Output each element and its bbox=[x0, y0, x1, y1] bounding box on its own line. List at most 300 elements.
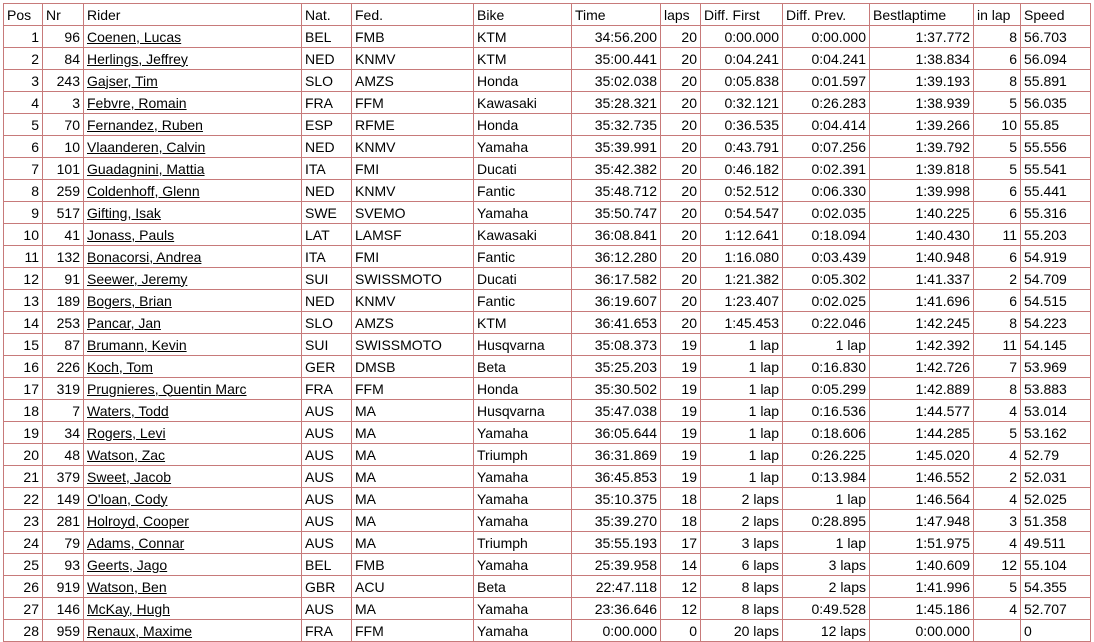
pos-cell: 24 bbox=[3, 532, 43, 554]
in-lap-cell: 4 bbox=[974, 532, 1021, 554]
table-row bbox=[3, 202, 1091, 224]
laps-cell: 20 bbox=[661, 26, 701, 48]
speed-cell: 49.511 bbox=[1021, 532, 1091, 554]
table-row bbox=[3, 444, 1091, 466]
bestlaptime-cell: 1:41.337 bbox=[870, 268, 974, 290]
pos-cell: 18 bbox=[3, 400, 43, 422]
number-cell: 7 bbox=[43, 400, 84, 422]
diff-first-cell: 0:46.182 bbox=[701, 158, 783, 180]
number-cell: 34 bbox=[43, 422, 84, 444]
table-row bbox=[3, 576, 1091, 598]
diff-prev-cell: 0:01.597 bbox=[783, 70, 870, 92]
rider-cell bbox=[84, 246, 302, 268]
bestlaptime-cell: 1:39.193 bbox=[870, 70, 974, 92]
diff-first-cell: 0:32.121 bbox=[701, 92, 783, 114]
bike-cell: Fantic bbox=[474, 180, 572, 202]
diff-first-cell: 0:54.547 bbox=[701, 202, 783, 224]
nation-cell: BEL bbox=[302, 554, 352, 576]
federation-cell: RFME bbox=[352, 114, 474, 136]
number-cell: 226 bbox=[43, 356, 84, 378]
number-cell: 79 bbox=[43, 532, 84, 554]
time-cell: 22:47.118 bbox=[572, 576, 661, 598]
rider-cell bbox=[84, 444, 302, 466]
diff-first-cell: 1 lap bbox=[701, 422, 783, 444]
bike-cell: Ducati bbox=[474, 158, 572, 180]
diff-prev-cell: 0:18.606 bbox=[783, 422, 870, 444]
pos-cell: 9 bbox=[3, 202, 43, 224]
diff-prev-cell: 0:49.528 bbox=[783, 598, 870, 620]
diff-first-cell: 1:21.382 bbox=[701, 268, 783, 290]
bike-cell: Yamaha bbox=[474, 422, 572, 444]
rider-link[interactable]: Geerts, Jago bbox=[87, 556, 168, 573]
bike-cell: Yamaha bbox=[474, 202, 572, 224]
bike-cell: Honda bbox=[474, 70, 572, 92]
number-cell: 96 bbox=[43, 26, 84, 48]
federation-cell: FMB bbox=[352, 26, 474, 48]
in-lap-cell: 10 bbox=[974, 114, 1021, 136]
diff-first-cell: 1:45.453 bbox=[701, 312, 783, 334]
number-cell: 70 bbox=[43, 114, 84, 136]
column-header-nr: Nr bbox=[43, 3, 84, 26]
federation-cell: FFM bbox=[352, 378, 474, 400]
diff-first-cell: 1:16.080 bbox=[701, 246, 783, 268]
federation-cell: MA bbox=[352, 532, 474, 554]
rider-link[interactable]: Seewer, Jeremy bbox=[87, 270, 188, 287]
speed-cell: 53.162 bbox=[1021, 422, 1091, 444]
rider-cell bbox=[84, 378, 302, 400]
laps-cell: 18 bbox=[661, 488, 701, 510]
column-header-bestlaptime: Bestlaptime bbox=[870, 3, 974, 26]
table-row bbox=[3, 378, 1091, 400]
federation-cell: MA bbox=[352, 466, 474, 488]
time-cell: 35:10.375 bbox=[572, 488, 661, 510]
in-lap-cell: 6 bbox=[974, 48, 1021, 70]
nation-cell: ITA bbox=[302, 158, 352, 180]
in-lap-cell: 8 bbox=[974, 378, 1021, 400]
table-row bbox=[3, 224, 1091, 246]
rider-cell bbox=[84, 312, 302, 334]
nation-cell: NED bbox=[302, 136, 352, 158]
results-table bbox=[3, 3, 1091, 642]
in-lap-cell: 4 bbox=[974, 400, 1021, 422]
rider-cell bbox=[84, 554, 302, 576]
federation-cell: KNMV bbox=[352, 180, 474, 202]
speed-cell: 55.104 bbox=[1021, 554, 1091, 576]
bestlaptime-cell: 1:41.696 bbox=[870, 290, 974, 312]
time-cell: 35:47.038 bbox=[572, 400, 661, 422]
rider-link[interactable]: Jonass, Pauls bbox=[87, 226, 175, 243]
speed-cell: 53.883 bbox=[1021, 378, 1091, 400]
header-row bbox=[3, 3, 1091, 26]
bike-cell: Yamaha bbox=[474, 510, 572, 532]
rider-link[interactable]: Watson, Zac bbox=[87, 446, 166, 463]
pos-cell: 8 bbox=[3, 180, 43, 202]
diff-prev-cell: 0:04.414 bbox=[783, 114, 870, 136]
federation-cell: MA bbox=[352, 510, 474, 532]
bestlaptime-cell: 1:44.285 bbox=[870, 422, 974, 444]
number-cell: 517 bbox=[43, 202, 84, 224]
diff-prev-cell: 0:07.256 bbox=[783, 136, 870, 158]
time-cell: 35:25.203 bbox=[572, 356, 661, 378]
diff-first-cell: 1 lap bbox=[701, 466, 783, 488]
bike-cell: Fantic bbox=[474, 246, 572, 268]
in-lap-cell: 2 bbox=[974, 466, 1021, 488]
bestlaptime-cell: 1:47.948 bbox=[870, 510, 974, 532]
bike-cell: Yamaha bbox=[474, 466, 572, 488]
diff-first-cell: 8 laps bbox=[701, 576, 783, 598]
bestlaptime-cell: 1:42.392 bbox=[870, 334, 974, 356]
bestlaptime-cell: 1:37.772 bbox=[870, 26, 974, 48]
number-cell: 41 bbox=[43, 224, 84, 246]
in-lap-cell: 6 bbox=[974, 202, 1021, 224]
diff-prev-cell: 1 lap bbox=[783, 488, 870, 510]
bestlaptime-cell: 1:38.939 bbox=[870, 92, 974, 114]
time-cell: 36:17.582 bbox=[572, 268, 661, 290]
speed-cell: 52.031 bbox=[1021, 466, 1091, 488]
rider-link[interactable]: Gifting, Isak bbox=[87, 204, 161, 221]
bestlaptime-cell: 1:39.266 bbox=[870, 114, 974, 136]
laps-cell: 20 bbox=[661, 114, 701, 136]
rider-link[interactable]: Vlaanderen, Calvin bbox=[87, 138, 206, 155]
nation-cell: SLO bbox=[302, 312, 352, 334]
diff-prev-cell: 1 lap bbox=[783, 532, 870, 554]
nation-cell: AUS bbox=[302, 488, 352, 510]
in-lap-cell: 5 bbox=[974, 92, 1021, 114]
rider-cell bbox=[84, 136, 302, 158]
in-lap-cell: 8 bbox=[974, 70, 1021, 92]
bike-cell: Triumph bbox=[474, 444, 572, 466]
federation-cell: FMI bbox=[352, 158, 474, 180]
pos-cell: 22 bbox=[3, 488, 43, 510]
nation-cell: AUS bbox=[302, 422, 352, 444]
diff-prev-cell: 0:28.895 bbox=[783, 510, 870, 532]
in-lap-cell: 6 bbox=[974, 246, 1021, 268]
results-body bbox=[3, 26, 1091, 642]
bike-cell: Triumph bbox=[474, 532, 572, 554]
table-row bbox=[3, 70, 1091, 92]
nation-cell: SUI bbox=[302, 268, 352, 290]
rider-cell bbox=[84, 576, 302, 598]
table-row bbox=[3, 510, 1091, 532]
bestlaptime-cell: 0:00.000 bbox=[870, 620, 974, 642]
table-row bbox=[3, 268, 1091, 290]
number-cell: 87 bbox=[43, 334, 84, 356]
pos-cell: 28 bbox=[3, 620, 43, 642]
pos-cell: 3 bbox=[3, 70, 43, 92]
table-row bbox=[3, 26, 1091, 48]
speed-cell: 53.014 bbox=[1021, 400, 1091, 422]
laps-cell: 12 bbox=[661, 576, 701, 598]
column-header-fed: Fed. bbox=[352, 3, 474, 26]
bike-cell: Honda bbox=[474, 114, 572, 136]
table-row bbox=[3, 488, 1091, 510]
speed-cell: 51.358 bbox=[1021, 510, 1091, 532]
laps-cell: 20 bbox=[661, 136, 701, 158]
laps-cell: 14 bbox=[661, 554, 701, 576]
federation-cell: FMB bbox=[352, 554, 474, 576]
diff-prev-cell: 0:16.536 bbox=[783, 400, 870, 422]
time-cell: 36:31.869 bbox=[572, 444, 661, 466]
table-row bbox=[3, 598, 1091, 620]
bike-cell: Yamaha bbox=[474, 136, 572, 158]
in-lap-cell: 4 bbox=[974, 598, 1021, 620]
bike-cell: Husqvarna bbox=[474, 334, 572, 356]
rider-cell bbox=[84, 290, 302, 312]
number-cell: 101 bbox=[43, 158, 84, 180]
nation-cell: AUS bbox=[302, 510, 352, 532]
in-lap-cell: 11 bbox=[974, 224, 1021, 246]
number-cell: 146 bbox=[43, 598, 84, 620]
time-cell: 35:39.270 bbox=[572, 510, 661, 532]
rider-cell bbox=[84, 268, 302, 290]
pos-cell: 25 bbox=[3, 554, 43, 576]
rider-link[interactable]: Herlings, Jeffrey bbox=[87, 50, 188, 67]
column-header-laps: laps bbox=[661, 3, 701, 26]
rider-link[interactable]: O'loan, Cody bbox=[87, 490, 168, 507]
table-row bbox=[3, 114, 1091, 136]
rider-cell bbox=[84, 202, 302, 224]
number-cell: 132 bbox=[43, 246, 84, 268]
speed-cell: 55.85 bbox=[1021, 114, 1091, 136]
rider-link[interactable]: Bogers, Brian bbox=[87, 292, 172, 309]
pos-cell: 10 bbox=[3, 224, 43, 246]
bike-cell: Yamaha bbox=[474, 488, 572, 510]
in-lap-cell: 2 bbox=[974, 268, 1021, 290]
bike-cell: Ducati bbox=[474, 268, 572, 290]
diff-first-cell: 0:04.241 bbox=[701, 48, 783, 70]
diff-first-cell: 20 laps bbox=[701, 620, 783, 642]
diff-first-cell: 1:12.641 bbox=[701, 224, 783, 246]
federation-cell: DMSB bbox=[352, 356, 474, 378]
rider-link[interactable]: Gajser, Tim bbox=[87, 72, 158, 89]
laps-cell: 19 bbox=[661, 400, 701, 422]
pos-cell: 17 bbox=[3, 378, 43, 400]
speed-cell: 56.094 bbox=[1021, 48, 1091, 70]
rider-link[interactable]: Guadagnini, Mattia bbox=[87, 160, 205, 177]
diff-first-cell: 6 laps bbox=[701, 554, 783, 576]
laps-cell: 20 bbox=[661, 246, 701, 268]
diff-prev-cell: 0:18.094 bbox=[783, 224, 870, 246]
diff-prev-cell: 0:13.984 bbox=[783, 466, 870, 488]
rider-link[interactable]: Prugnieres, Quentin Marc bbox=[87, 380, 247, 397]
time-cell: 23:36.646 bbox=[572, 598, 661, 620]
in-lap-cell: 4 bbox=[974, 488, 1021, 510]
bike-cell: Yamaha bbox=[474, 554, 572, 576]
laps-cell: 20 bbox=[661, 268, 701, 290]
table-row bbox=[3, 290, 1091, 312]
rider-link[interactable]: Watson, Ben bbox=[87, 578, 167, 595]
table-row bbox=[3, 158, 1091, 180]
diff-first-cell: 1:23.407 bbox=[701, 290, 783, 312]
nation-cell: AUS bbox=[302, 466, 352, 488]
pos-cell: 11 bbox=[3, 246, 43, 268]
number-cell: 149 bbox=[43, 488, 84, 510]
time-cell: 36:41.653 bbox=[572, 312, 661, 334]
number-cell: 48 bbox=[43, 444, 84, 466]
bestlaptime-cell: 1:45.186 bbox=[870, 598, 974, 620]
nation-cell: LAT bbox=[302, 224, 352, 246]
laps-cell: 20 bbox=[661, 312, 701, 334]
rider-cell bbox=[84, 224, 302, 246]
bike-cell: Husqvarna bbox=[474, 400, 572, 422]
rider-link[interactable]: Koch, Tom bbox=[87, 358, 153, 375]
speed-cell: 52.79 bbox=[1021, 444, 1091, 466]
time-cell: 0:00.000 bbox=[572, 620, 661, 642]
table-row bbox=[3, 466, 1091, 488]
diff-first-cell: 3 laps bbox=[701, 532, 783, 554]
federation-cell: MA bbox=[352, 598, 474, 620]
diff-prev-cell: 0:02.035 bbox=[783, 202, 870, 224]
bike-cell: Honda bbox=[474, 378, 572, 400]
rider-cell bbox=[84, 48, 302, 70]
laps-cell: 19 bbox=[661, 378, 701, 400]
nation-cell: FRA bbox=[302, 378, 352, 400]
number-cell: 243 bbox=[43, 70, 84, 92]
time-cell: 35:42.382 bbox=[572, 158, 661, 180]
bestlaptime-cell: 1:45.020 bbox=[870, 444, 974, 466]
speed-cell: 55.556 bbox=[1021, 136, 1091, 158]
rider-link[interactable]: Fernandez, Ruben bbox=[87, 116, 203, 133]
nation-cell: AUS bbox=[302, 598, 352, 620]
diff-first-cell: 2 laps bbox=[701, 488, 783, 510]
rider-cell bbox=[84, 180, 302, 202]
nation-cell: NED bbox=[302, 48, 352, 70]
pos-cell: 15 bbox=[3, 334, 43, 356]
nation-cell: GBR bbox=[302, 576, 352, 598]
column-header-speed: Speed bbox=[1021, 3, 1091, 26]
rider-cell bbox=[84, 532, 302, 554]
time-cell: 36:08.841 bbox=[572, 224, 661, 246]
diff-first-cell: 1 lap bbox=[701, 334, 783, 356]
diff-first-cell: 0:52.512 bbox=[701, 180, 783, 202]
diff-prev-cell: 0:00.000 bbox=[783, 26, 870, 48]
rider-link[interactable]: Renaux, Maxime bbox=[87, 622, 193, 639]
rider-link[interactable]: Coldenhoff, Glenn bbox=[87, 182, 200, 199]
rider-cell bbox=[84, 334, 302, 356]
speed-cell: 54.919 bbox=[1021, 246, 1091, 268]
pos-cell: 23 bbox=[3, 510, 43, 532]
time-cell: 35:48.712 bbox=[572, 180, 661, 202]
nation-cell: SUI bbox=[302, 334, 352, 356]
bestlaptime-cell: 1:42.726 bbox=[870, 356, 974, 378]
rider-cell bbox=[84, 70, 302, 92]
pos-cell: 13 bbox=[3, 290, 43, 312]
number-cell: 959 bbox=[43, 620, 84, 642]
speed-cell: 54.355 bbox=[1021, 576, 1091, 598]
time-cell: 35:00.441 bbox=[572, 48, 661, 70]
diff-prev-cell: 0:26.225 bbox=[783, 444, 870, 466]
table-row bbox=[3, 246, 1091, 268]
speed-cell: 56.035 bbox=[1021, 92, 1091, 114]
number-cell: 93 bbox=[43, 554, 84, 576]
time-cell: 36:19.607 bbox=[572, 290, 661, 312]
federation-cell: SWISSMOTO bbox=[352, 334, 474, 356]
table-row bbox=[3, 136, 1091, 158]
laps-cell: 19 bbox=[661, 334, 701, 356]
rider-link[interactable]: Waters, Todd bbox=[87, 402, 169, 419]
table-row bbox=[3, 620, 1091, 642]
rider-link[interactable]: Pancar, Jan bbox=[87, 314, 161, 331]
pos-cell: 14 bbox=[3, 312, 43, 334]
rider-link[interactable]: Rogers, Levi bbox=[87, 424, 166, 441]
in-lap-cell: 12 bbox=[974, 554, 1021, 576]
federation-cell: FFM bbox=[352, 620, 474, 642]
nation-cell: AUS bbox=[302, 400, 352, 422]
rider-link[interactable]: Adams, Connar bbox=[87, 534, 185, 551]
laps-cell: 20 bbox=[661, 224, 701, 246]
diff-first-cell: 2 laps bbox=[701, 510, 783, 532]
column-header-in-lap: in lap bbox=[974, 3, 1021, 26]
rider-cell bbox=[84, 26, 302, 48]
in-lap-cell: 6 bbox=[974, 290, 1021, 312]
number-cell: 379 bbox=[43, 466, 84, 488]
table-row bbox=[3, 92, 1091, 114]
speed-cell: 54.145 bbox=[1021, 334, 1091, 356]
bike-cell: Yamaha bbox=[474, 598, 572, 620]
time-cell: 35:28.321 bbox=[572, 92, 661, 114]
laps-cell: 17 bbox=[661, 532, 701, 554]
number-cell: 91 bbox=[43, 268, 84, 290]
pos-cell: 19 bbox=[3, 422, 43, 444]
in-lap-cell bbox=[974, 620, 1021, 642]
laps-cell: 18 bbox=[661, 510, 701, 532]
rider-cell bbox=[84, 158, 302, 180]
bike-cell: KTM bbox=[474, 48, 572, 70]
rider-link[interactable]: McKay, Hugh bbox=[87, 600, 170, 617]
laps-cell: 20 bbox=[661, 92, 701, 114]
diff-prev-cell: 3 laps bbox=[783, 554, 870, 576]
number-cell: 189 bbox=[43, 290, 84, 312]
nation-cell: NED bbox=[302, 290, 352, 312]
speed-cell: 55.316 bbox=[1021, 202, 1091, 224]
speed-cell: 56.703 bbox=[1021, 26, 1091, 48]
rider-link[interactable]: Coenen, Lucas bbox=[87, 28, 182, 45]
in-lap-cell: 5 bbox=[974, 136, 1021, 158]
table-row bbox=[3, 356, 1091, 378]
pos-cell: 6 bbox=[3, 136, 43, 158]
time-cell: 35:39.991 bbox=[572, 136, 661, 158]
rider-cell bbox=[84, 92, 302, 114]
time-cell: 35:55.193 bbox=[572, 532, 661, 554]
federation-cell: LAMSF bbox=[352, 224, 474, 246]
bike-cell: Fantic bbox=[474, 290, 572, 312]
column-header-time: Time bbox=[572, 3, 661, 26]
laps-cell: 0 bbox=[661, 620, 701, 642]
in-lap-cell: 5 bbox=[974, 576, 1021, 598]
diff-first-cell: 0:36.535 bbox=[701, 114, 783, 136]
nation-cell: AUS bbox=[302, 444, 352, 466]
rider-link[interactable]: Brumann, Kevin bbox=[87, 336, 187, 353]
time-cell: 36:12.280 bbox=[572, 246, 661, 268]
diff-prev-cell: 0:22.046 bbox=[783, 312, 870, 334]
bestlaptime-cell: 1:46.564 bbox=[870, 488, 974, 510]
federation-cell: SVEMO bbox=[352, 202, 474, 224]
diff-prev-cell: 0:05.302 bbox=[783, 268, 870, 290]
in-lap-cell: 4 bbox=[974, 444, 1021, 466]
diff-prev-cell: 2 laps bbox=[783, 576, 870, 598]
in-lap-cell: 5 bbox=[974, 158, 1021, 180]
rider-link[interactable]: Bonacorsi, Andrea bbox=[87, 248, 202, 265]
rider-link[interactable]: Sweet, Jacob bbox=[87, 468, 172, 485]
in-lap-cell: 3 bbox=[974, 510, 1021, 532]
nation-cell: BEL bbox=[302, 26, 352, 48]
rider-cell bbox=[84, 422, 302, 444]
column-header-diff-prev: Diff. Prev. bbox=[783, 3, 870, 26]
rider-link[interactable]: Holroyd, Cooper bbox=[87, 512, 189, 529]
rider-link[interactable]: Febvre, Romain bbox=[87, 94, 187, 111]
in-lap-cell: 7 bbox=[974, 356, 1021, 378]
diff-first-cell: 0:05.838 bbox=[701, 70, 783, 92]
